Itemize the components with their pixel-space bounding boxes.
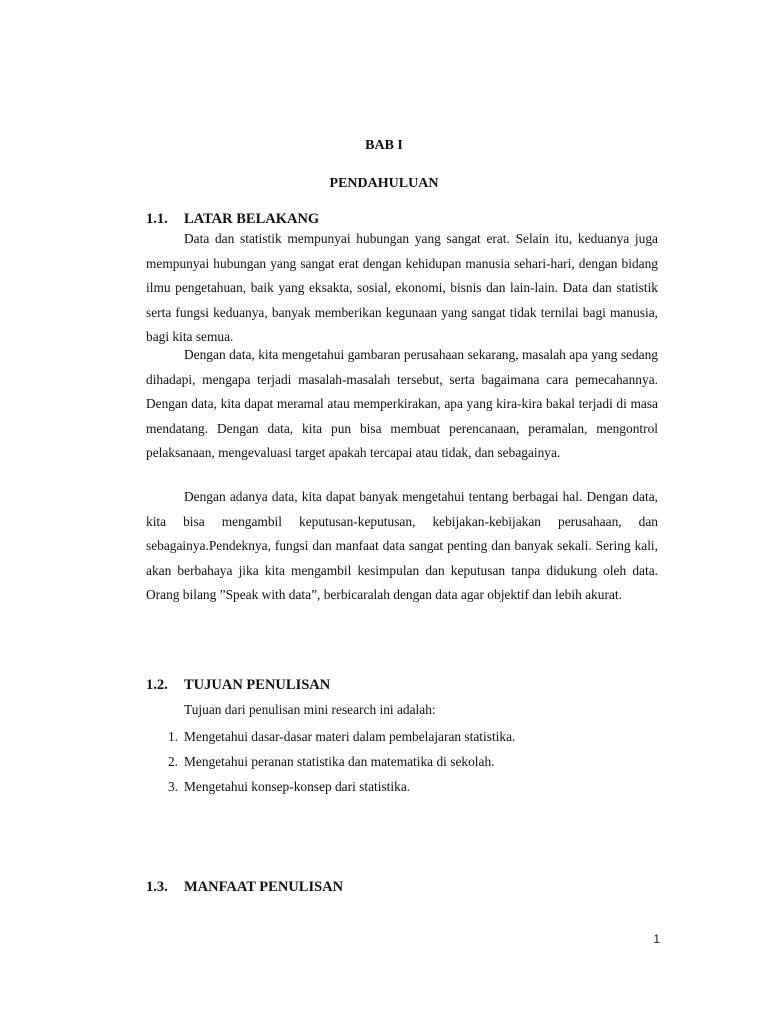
section-title: MANFAAT PENULISAN — [184, 879, 344, 895]
list-item-text: Mengetahui konsep-konsep dari statistika. — [184, 779, 411, 794]
section-title: LATAR BELAKANG — [184, 211, 320, 227]
section-number: 1.2. — [146, 677, 168, 693]
list-item-number: 1. — [167, 729, 178, 744]
list-item-text: Mengetahui peranan statistika dan matematika di sekolah. — [184, 754, 495, 769]
paragraph-2: Dengan data, kita mengetahui gambaran perusahaan sekarang, masalah apa yang sedang dihadapi, mengapa terjadi masalah-masalah tersebut, serta bagaimana cara pemecahannya. Dengan data, kita dapat meramal atau memperkirakan, apa yang kira-kira bakal terjadi di masa mendatang. Dengan data, kita pun bisa membuat perencanaan, peramalan, mengontrol pelaksanaan, mengevaluasi target apakah tercapai atau tidak, dan sebagainya. — [146, 347, 658, 460]
section-heading-tujuan-penulisan — [146, 677, 330, 694]
chapter-title: PENDAHULUAN — [329, 176, 439, 191]
objective-list — [146, 724, 666, 799]
page-number: 1 — [653, 932, 660, 946]
section-number: 1.3. — [146, 879, 168, 895]
section-heading-manfaat-penulisan — [146, 879, 343, 896]
objective-intro: Tujuan dari penulisan mini research ini adalah: — [184, 702, 436, 717]
chapter-label: BAB I — [365, 138, 403, 153]
list-item — [146, 724, 666, 749]
paragraph-3: Dengan adanya data, kita dapat banyak mengetahui tentang berbagai hal. Dengan data, kita bisa mengambil keputusan-keputusan, kebijakan-kebijakan perusahaan, dan sebagainya.Pendeknya, fungsi dan manfaat data sangat penting dan banyak sekali. Sering kali, akan berbahaya jika kita mengambil kesimpulan dan keputusan tanpa didukung oleh data. Orang bilang ”Speak with data”, berbicaralah dengan data agar objektif dan lebih akurat. — [146, 489, 658, 602]
section-number: 1.1. — [146, 211, 168, 227]
list-item — [146, 774, 666, 799]
list-item-number: 3. — [167, 779, 178, 794]
section-title: TUJUAN PENULISAN — [184, 677, 331, 693]
list-item-number: 2. — [167, 754, 178, 769]
list-item-text: Mengetahui dasar-dasar materi dalam pembelajaran statistika. — [184, 729, 516, 744]
section-heading-latar-belakang — [146, 211, 319, 228]
paragraph-1: Data dan statistik mempunyai hubungan yang sangat erat. Selain itu, keduanya juga mempunyai hubungan yang sangat erat dengan kehidupan manusia sehari-hari, dengan bidang ilmu pengetahuan, baik yang eksakta, sosial, ekonomi, bisnis dan lain-lain. Data dan statistik serta fungsi keduanya, banyak memberikan kegunaan yang sangat tidak ternilai bagi manusia, bagi kita semua. — [146, 231, 658, 344]
list-item — [146, 749, 666, 774]
